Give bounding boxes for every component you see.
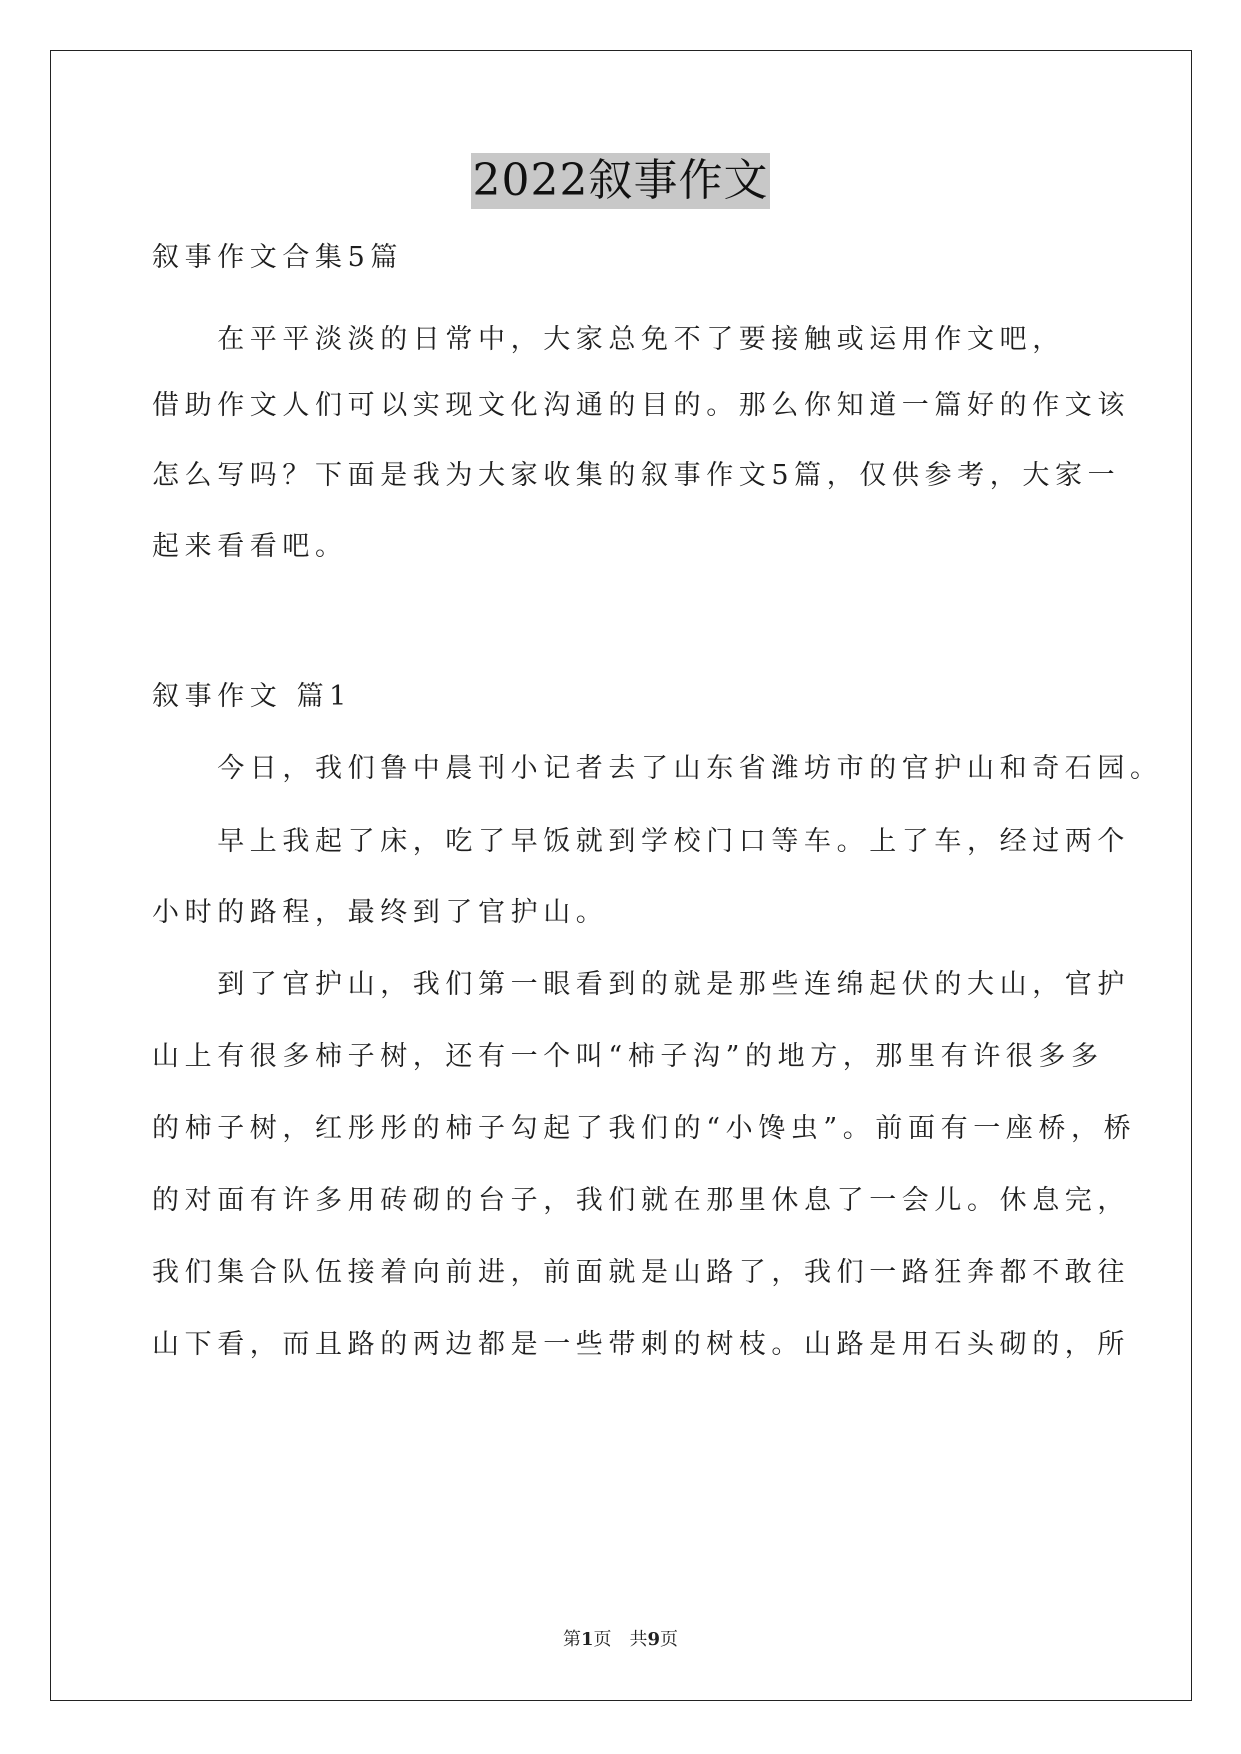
body-line: 我们集合队伍接着向前进，前面就是山路了，我们一路狂奔都不敢往 xyxy=(152,1257,1130,1288)
footer-total-suffix: 页 xyxy=(660,1629,679,1650)
document-subtitle: 叙事作文合集5篇 xyxy=(152,242,403,273)
document-title: 2022叙事作文 xyxy=(471,153,771,209)
body-line: 早上我起了床，吃了早饭就到学校门口等车。上了车，经过两个 xyxy=(152,826,1130,857)
body-line: 小时的路程，最终到了官护山。 xyxy=(152,897,609,928)
intro-line: 借助作文人们可以实现文化沟通的目的。那么你知道一篇好的作文该 xyxy=(152,390,1130,421)
page-footer xyxy=(0,1628,1241,1652)
body-line: 今日，我们鲁中晨刊小记者去了山东省潍坊市的官护山和奇石园。 xyxy=(152,753,1163,784)
page-border xyxy=(50,50,1192,1701)
footer-prefix: 第 xyxy=(562,1629,581,1650)
intro-line: 怎么写吗？下面是我为大家收集的叙事作文5篇，仅供参考，大家一 xyxy=(152,460,1121,491)
intro-line: 在平平淡淡的日常中，大家总免不了要接触或运用作文吧， xyxy=(152,324,1065,355)
body-line: 的对面有许多用砖砌的台子，我们就在那里休息了一会儿。休息完， xyxy=(152,1185,1130,1216)
body-line: 山上有很多柿子树，还有一个叫“柿子沟”的地方，那里有许很多多 xyxy=(152,1041,1104,1072)
title-wrap xyxy=(0,153,1241,209)
body-line: 到了官护山，我们第一眼看到的就是那些连绵起伏的大山，官护 xyxy=(152,969,1130,1000)
section-heading: 叙事作文 篇1 xyxy=(152,681,352,712)
footer-page-suffix: 页 共 xyxy=(593,1629,648,1650)
current-page-number: 1 xyxy=(580,1629,594,1650)
body-line: 山下看，而且路的两边都是一些带刺的树枝。山路是用石头砌的，所 xyxy=(152,1329,1130,1360)
body-line: 的柿子树，红彤彤的柿子勾起了我们的“小馋虫”。前面有一座桥，桥 xyxy=(152,1113,1137,1144)
total-page-number: 9 xyxy=(647,1629,661,1650)
intro-line: 起来看看吧。 xyxy=(152,531,348,562)
